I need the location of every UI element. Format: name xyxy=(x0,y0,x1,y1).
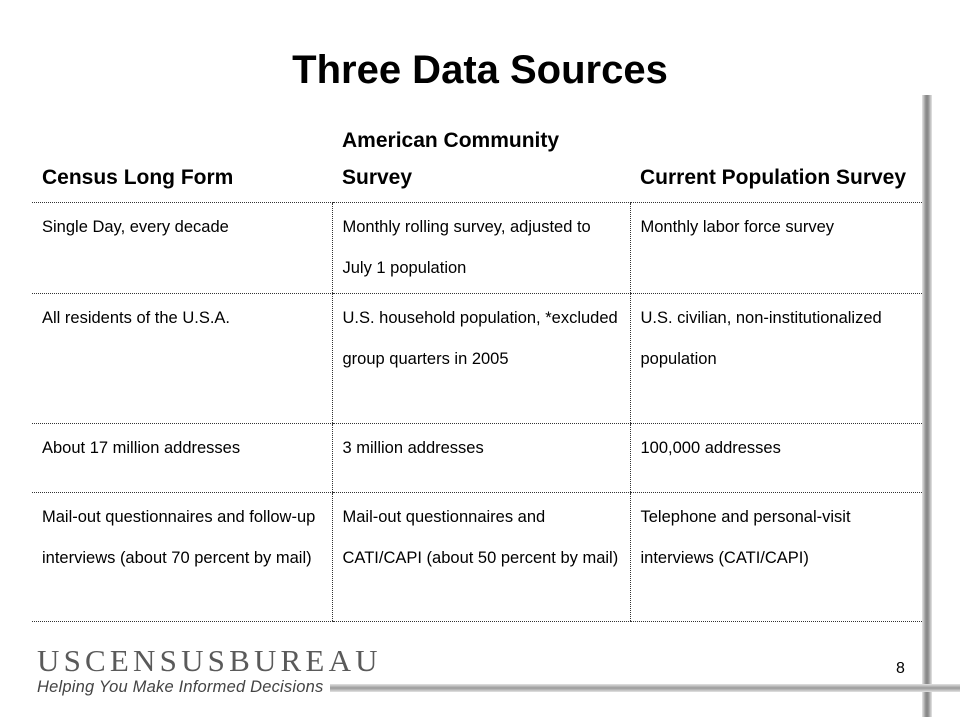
table-row xyxy=(32,294,928,424)
decorative-vertical-bar xyxy=(922,95,932,717)
table-row xyxy=(32,424,928,493)
table-cell: Monthly labor force survey xyxy=(630,203,928,294)
page-number: 8 xyxy=(896,660,905,677)
table-cell: Monthly rolling survey, adjusted to July 1 population xyxy=(332,203,630,294)
table-cell: About 17 million addresses xyxy=(32,424,332,493)
slide-title: Three Data Sources xyxy=(292,48,668,92)
census-bureau-logo: USCENSUSBUREAU xyxy=(37,643,382,678)
logo-tagline: Helping You Make Informed Decisions xyxy=(37,678,324,696)
comparison-table xyxy=(32,122,928,622)
table-header-row xyxy=(32,122,928,203)
table-cell: U.S. household population, *excluded group quarters in 2005 xyxy=(332,294,630,424)
table-row xyxy=(32,493,928,622)
table-cell: Mail-out questionnaires and CATI/CAPI (about 50 percent by mail) xyxy=(332,493,630,622)
table-cell: All residents of the U.S.A. xyxy=(32,294,332,424)
table-cell: 100,000 addresses xyxy=(630,424,928,493)
table-cell: Mail-out questionnaires and follow-up interviews (about 70 percent by mail) xyxy=(32,493,332,622)
header-census-long-form: Census Long Form xyxy=(32,122,332,203)
table-cell: U.S. civilian, non-institutionalized population xyxy=(630,294,928,424)
header-current-population-survey: Current Population Survey xyxy=(630,122,928,203)
decorative-horizontal-bar xyxy=(330,684,960,692)
table-row xyxy=(32,203,928,294)
header-american-community-survey: American Community Survey xyxy=(332,122,630,203)
table-cell: Telephone and personal-visit interviews (CATI/CAPI) xyxy=(630,493,928,622)
table-cell: Single Day, every decade xyxy=(32,203,332,294)
table-cell: 3 million addresses xyxy=(332,424,630,493)
